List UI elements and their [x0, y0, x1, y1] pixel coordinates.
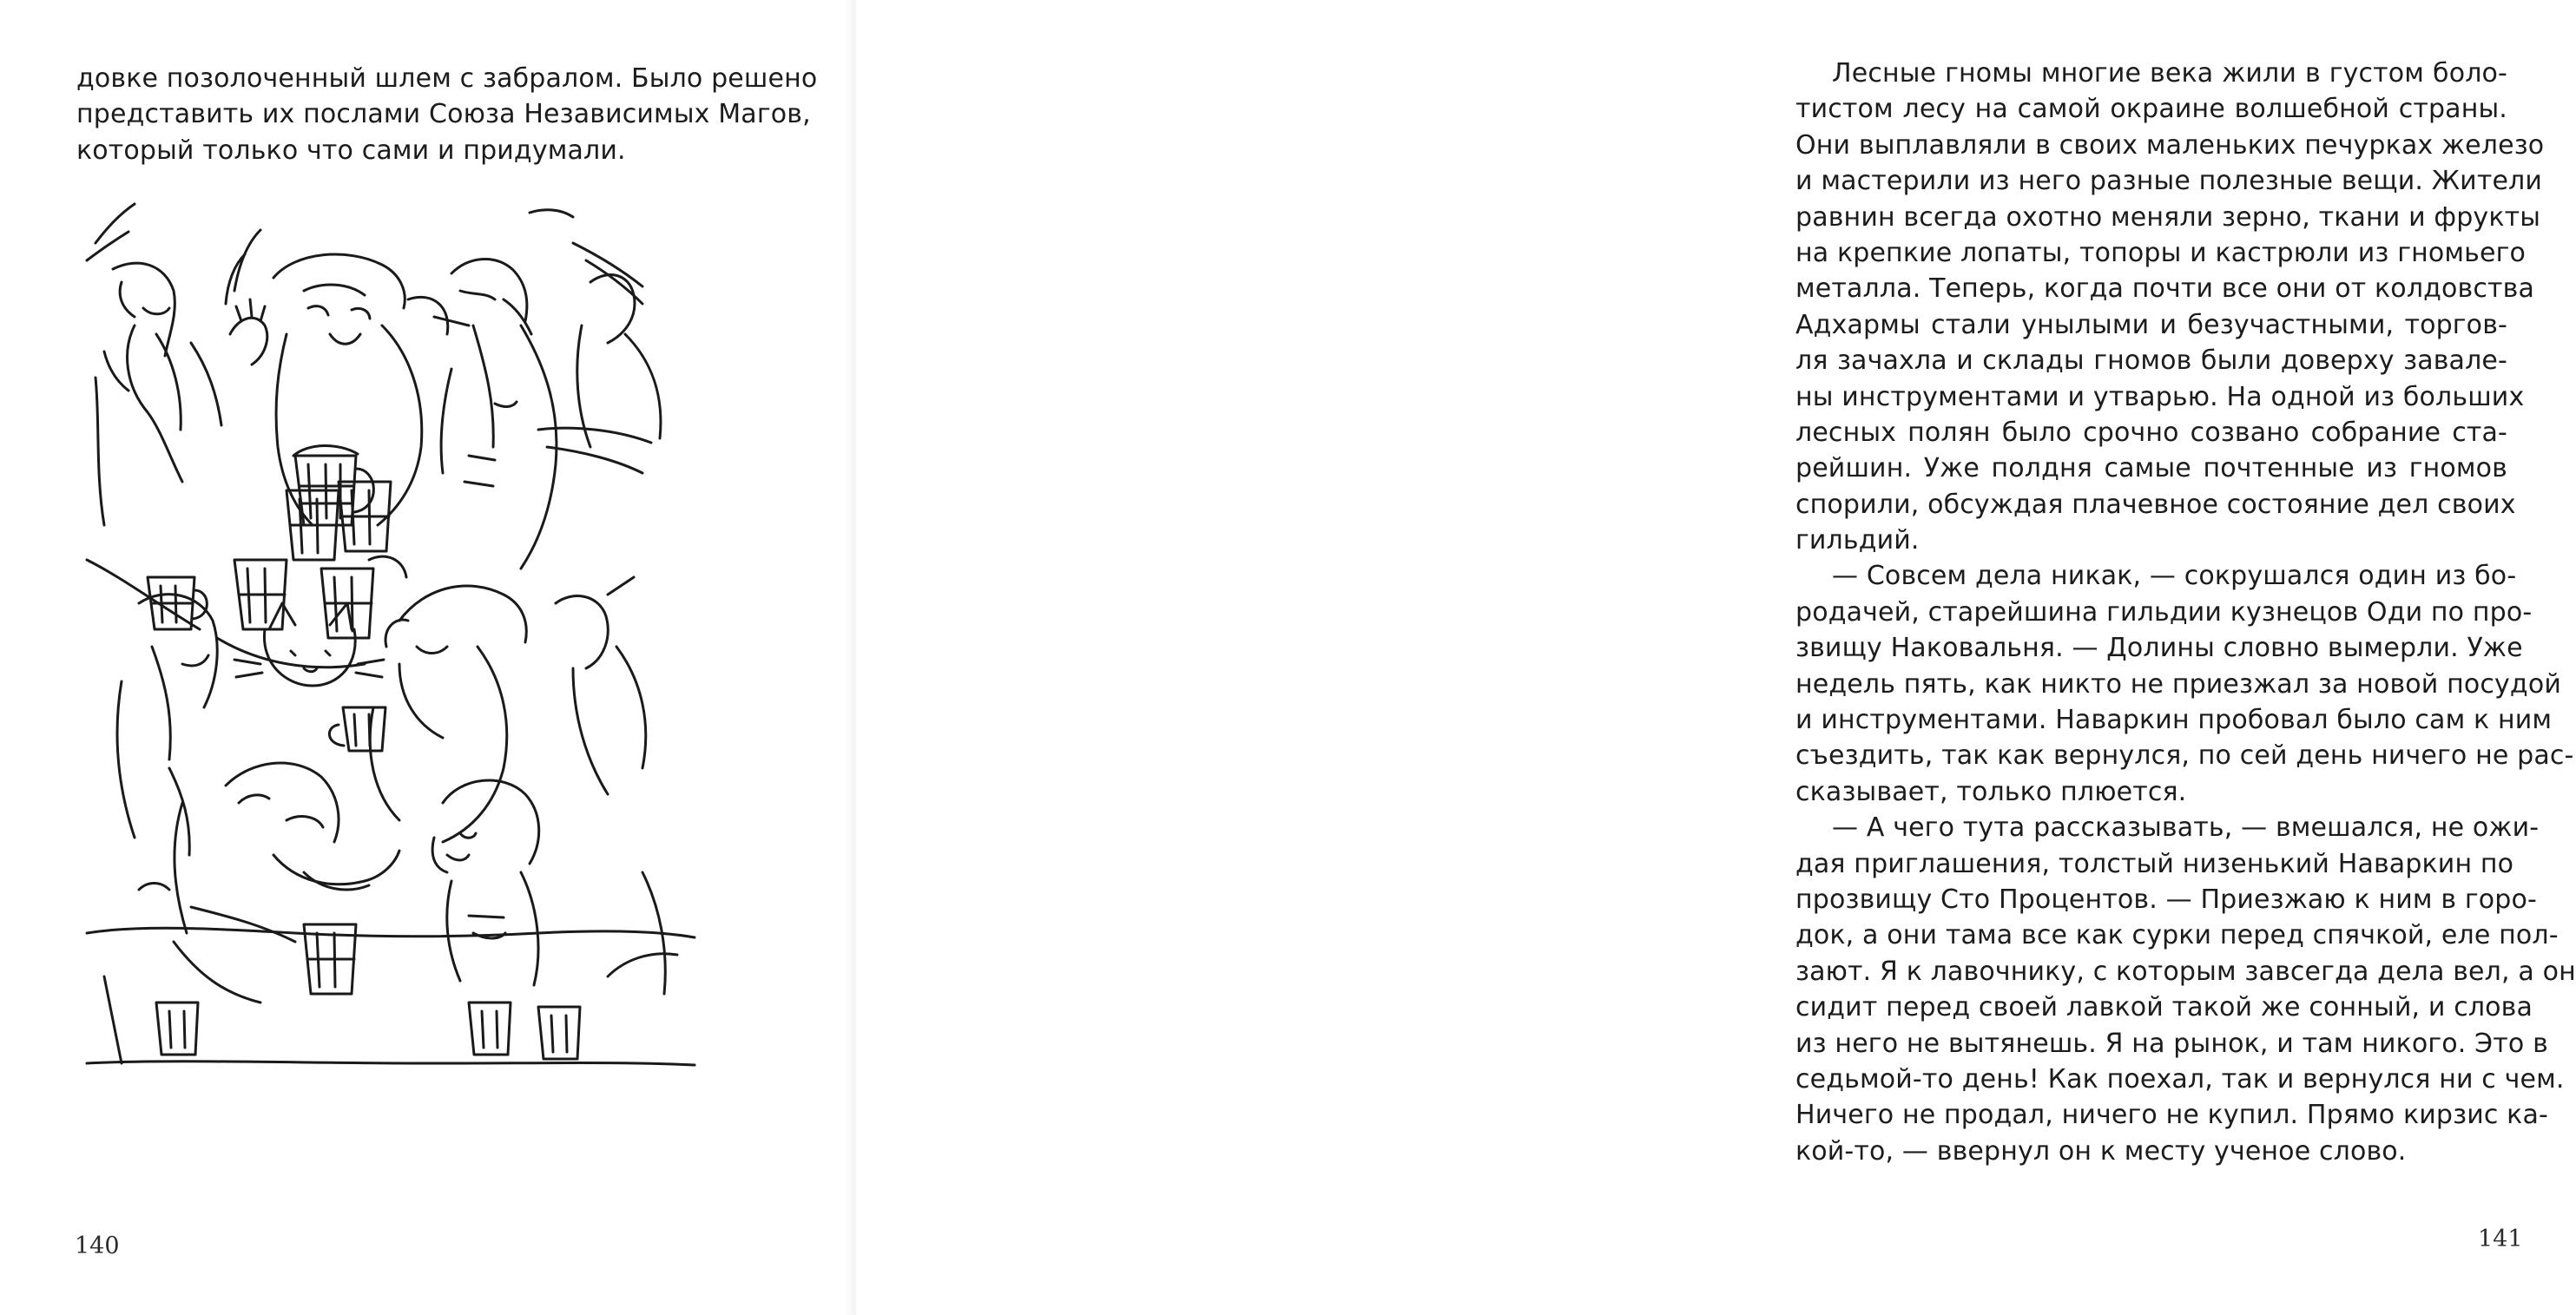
text-line: сидит перед своей лавкой такой же сонный, и слова: [1795, 992, 2533, 1023]
text-line: довке позолоченный шлем с забралом. Было решено: [76, 63, 818, 94]
text-line: рейшин. Уже полдня самые почтенные из гномов: [1795, 453, 2507, 484]
text-line: который только что сами и придумали.: [76, 135, 626, 166]
text-line: Лесные гномы многие века жили в густом боло-: [1832, 58, 2507, 89]
page-number-right: 141: [2478, 1226, 2523, 1253]
text-line: родачей, старейшина гильдии кузнецов Оди по про-: [1795, 596, 2533, 628]
text-line: прозвищу Сто Процентов. — Приезжаю к ним в горо-: [1795, 884, 2537, 915]
text-line: дая приглашения, толстый низенький Наваркин по: [1795, 848, 2514, 879]
text-line: док, а они тама все как сурки перед спячкой, еле пол-: [1795, 920, 2559, 951]
left-page: [0, 0, 856, 1315]
text-line: недель пять, как никто не приезжал за новой посудой: [1795, 668, 2561, 700]
text-line: на крепкие лопаты, топоры и кастрюли из гномьего: [1795, 237, 2527, 268]
text-line: Они выплавляли в своих маленьких печурках железо: [1795, 129, 2545, 161]
text-line: представить их послами Союза Независимых Магов,: [76, 99, 811, 130]
text-line: тистом лесу на самой окраине волшебной страны.: [1795, 94, 2507, 125]
gnome-tavern-illustration: [87, 195, 695, 1137]
text-line: и инструментами. Наваркин пробовал было сам к ним: [1795, 705, 2553, 736]
text-line: гильдий.: [1795, 525, 1920, 556]
text-line: сказывает, только плюется.: [1795, 776, 2187, 807]
text-line: — Совсем дела никак, — сокрушался один из бо-: [1832, 561, 2517, 592]
text-line: съездить, так как вернулся, по сей день ничего не рас-: [1795, 740, 2574, 772]
text-line: из него не вытянешь. Я на рынок, и там никого. Это в: [1795, 1028, 2548, 1059]
text-line: ля зачахла и склады гномов были доверху завале-: [1795, 345, 2507, 377]
page-number-left: 140: [75, 1233, 120, 1259]
text-line: Адхармы стали унылыми и безучастными, торгов-: [1795, 309, 2507, 340]
right-page-text: [1795, 56, 2576, 1169]
text-line: и мастерили из него разные полезные вещи. Жители: [1795, 166, 2543, 197]
text-line: звищу Наковальня. — Долины словно вымерли. Уже: [1795, 633, 2523, 664]
text-line: спорили, обсуждая плачевное состояние дел своих: [1795, 489, 2516, 520]
left-page-text: [76, 61, 818, 168]
text-line: равнин всегда охотно меняли зерно, ткани и фрукты: [1795, 201, 2541, 233]
text-line: зают. Я к лавочнику, с которым завсегда дела вел, а он: [1795, 956, 2576, 987]
text-line: ны инструментами и утварью. На одной из больших: [1795, 381, 2525, 412]
right-page: [856, 0, 2576, 1315]
text-line: лесных полян было срочно созвано собрание ста-: [1795, 417, 2507, 448]
text-line: Ничего не продал, ничего не купил. Прямо кирзис ка-: [1795, 1100, 2548, 1131]
text-line: кой-то, — ввернул он к месту ученое слово.: [1795, 1135, 2407, 1167]
text-line: металла. Теперь, когда почти все они от колдовства: [1795, 273, 2535, 305]
text-line: седьмой-то день! Как поехал, так и вернулся ни с чем.: [1795, 1063, 2565, 1095]
text-line: — А чего тута рассказывать, — вмешался, не ожи-: [1832, 812, 2540, 844]
